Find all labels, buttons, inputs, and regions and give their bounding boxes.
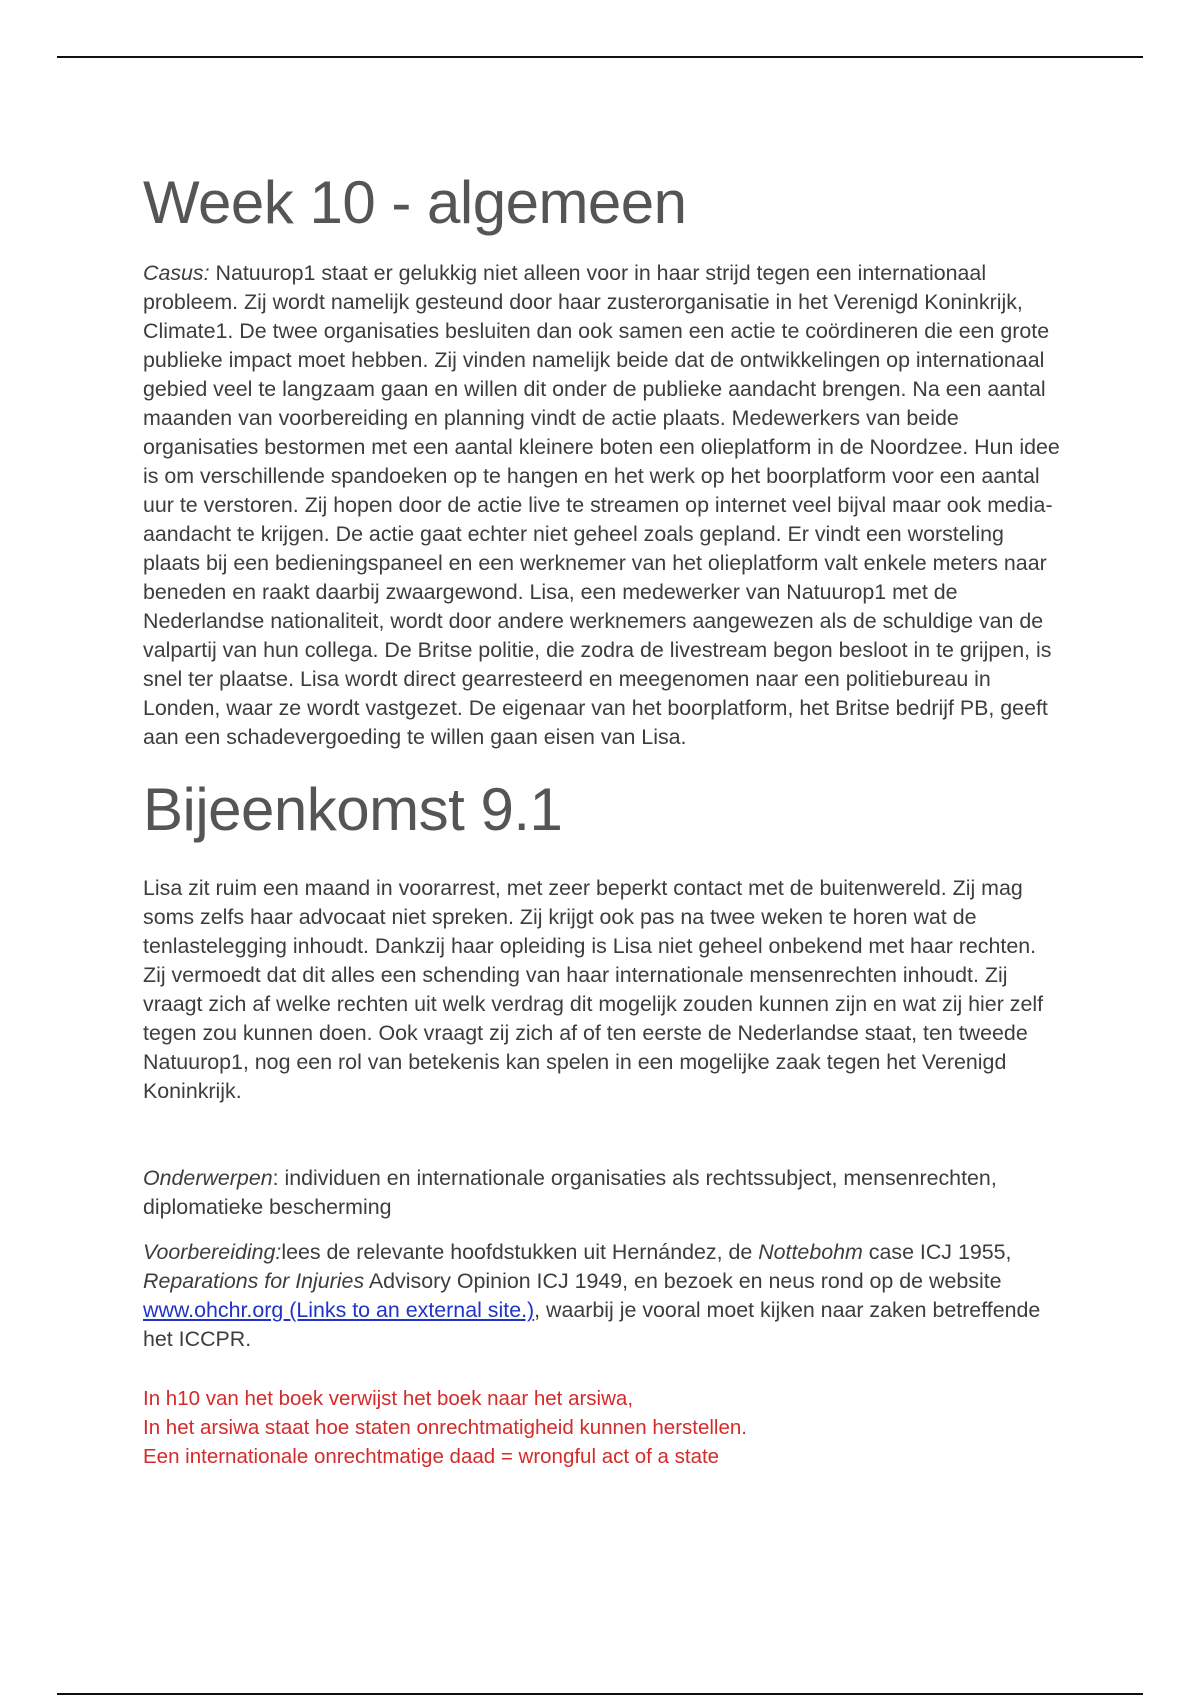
preparation-text: , waarbij je vooral moet kijken naar zaken betreffende het ICCPR. <box>143 1298 1041 1351</box>
bottom-rule <box>57 1693 1143 1695</box>
nottebohm-case: Nottebohm <box>758 1240 863 1264</box>
ohchr-link[interactable]: www.ohchr.org (Links to an external site.) <box>143 1298 535 1322</box>
preparation-text: case ICJ 1955, <box>862 1240 1012 1264</box>
case-text: Natuurop1 staat er gelukkig niet alleen voor in haar strijd tegen een internationaal probleem. Zij wordt namelijk gesteund door haar zusterorganisatie in het Verenigd Koninkrijk, Climate1. De twee organisaties besluiten dan ook samen een actie te coördineren die een grote publieke impact moet hebben. Zij vinden namelijk beide dat de ontwikkelingen op internationaal gebied veel te langzaam gaan en willen dit onder de publieke aandacht brengen. Na een aantal maanden van voorbereiding en planning vindt de actie plaats. Medewerkers van beide organisaties bestormen met een aantal kleinere boten een olieplatform in de Noordzee. Hun idee is om verschillende spandoeken op te hangen en het werk op het boorplatform voor een aantal uur te verstoren. Zij hopen door de actie live te streamen op internet veel bijval maar ook media-aandacht te krijgen. De actie gaat echter niet geheel zoals gepland. Er vindt een worsteling plaats bij een bedieningspaneel en een werknemer van het olieplatform valt enkele meters naar beneden en raakt daarbij zwaargewond. Lisa, een medewerker van Natuurop1 met de Nederlandse nationaliteit, wordt door andere werknemers aangewezen als de schuldige van de valpartij van hun collega. De Britse politie, die zodra de livestream begon besloot in te grijpen, is snel ter plaatse. Lisa wordt direct gearresteerd en meegenomen naar een politiebureau in Londen, waar ze wordt vastgezet. De eigenaar van het boorplatform, het Britse bedrijf PB, geeft aan een schadevergoeding te willen gaan eisen van Lisa. <box>143 261 1060 749</box>
preparation-text: Advisory Opinion ICJ 1949, en bezoek en neus rond op de website <box>364 1269 1002 1293</box>
case-paragraph <box>143 259 1063 752</box>
topics-paragraph <box>143 1164 1063 1222</box>
case-label: Casus: <box>143 261 210 285</box>
topics-text: : individuen en internationale organisaties als rechtssubject, mensenrechten, diplomatieke bescherming <box>143 1166 997 1219</box>
meeting-paragraph: Lisa zit ruim een maand in voorarrest, met zeer beperkt contact met de buitenwereld. Zij mag soms zelfs haar advocaat niet spreken. Zij krijgt ook pas na twee weken te horen wat de tenlastelegging inhoudt. Dankzij haar opleiding is Lisa niet geheel onbekend met haar rechten. Zij vermoedt dat dit alles een schending van haar internationale mensenrechten inhoudt. Zij vraagt zich af welke rechten uit welk verdrag dit mogelijk zouden kunnen zijn en wat zij hier zelf tegen zou kunnen doen. Ook vraagt zij zich af of ten eerste de Nederlandse staat, ten tweede Natuurop1, nog een rol van betekenis kan spelen in een mogelijke zaak tegen het Verenigd Koninkrijk. <box>143 876 1044 1103</box>
note-line: Een internationale onrechtmatige daad = wrongful act of a state <box>143 1445 720 1468</box>
document-content <box>143 165 1063 1471</box>
preparation-paragraph <box>143 1238 1063 1354</box>
notes-block <box>143 1384 1063 1471</box>
meeting-heading: Bijeenkomst 9.1 <box>143 776 563 843</box>
reparations-opinion: Reparations for Injuries <box>143 1269 365 1293</box>
note-line: In h10 van het boek verwijst het boek naar het arsiwa, <box>143 1387 634 1410</box>
page-title: Week 10 - algemeen <box>143 169 687 236</box>
top-rule <box>57 56 1143 58</box>
preparation-label: Voorbereiding: <box>143 1240 282 1264</box>
preparation-text: lees de relevante hoofdstukken uit Hernández, de <box>281 1240 759 1264</box>
topics-label: Onderwerpen <box>143 1166 273 1190</box>
note-line: In het arsiwa staat hoe staten onrechtmatigheid kunnen herstellen. <box>143 1416 747 1439</box>
